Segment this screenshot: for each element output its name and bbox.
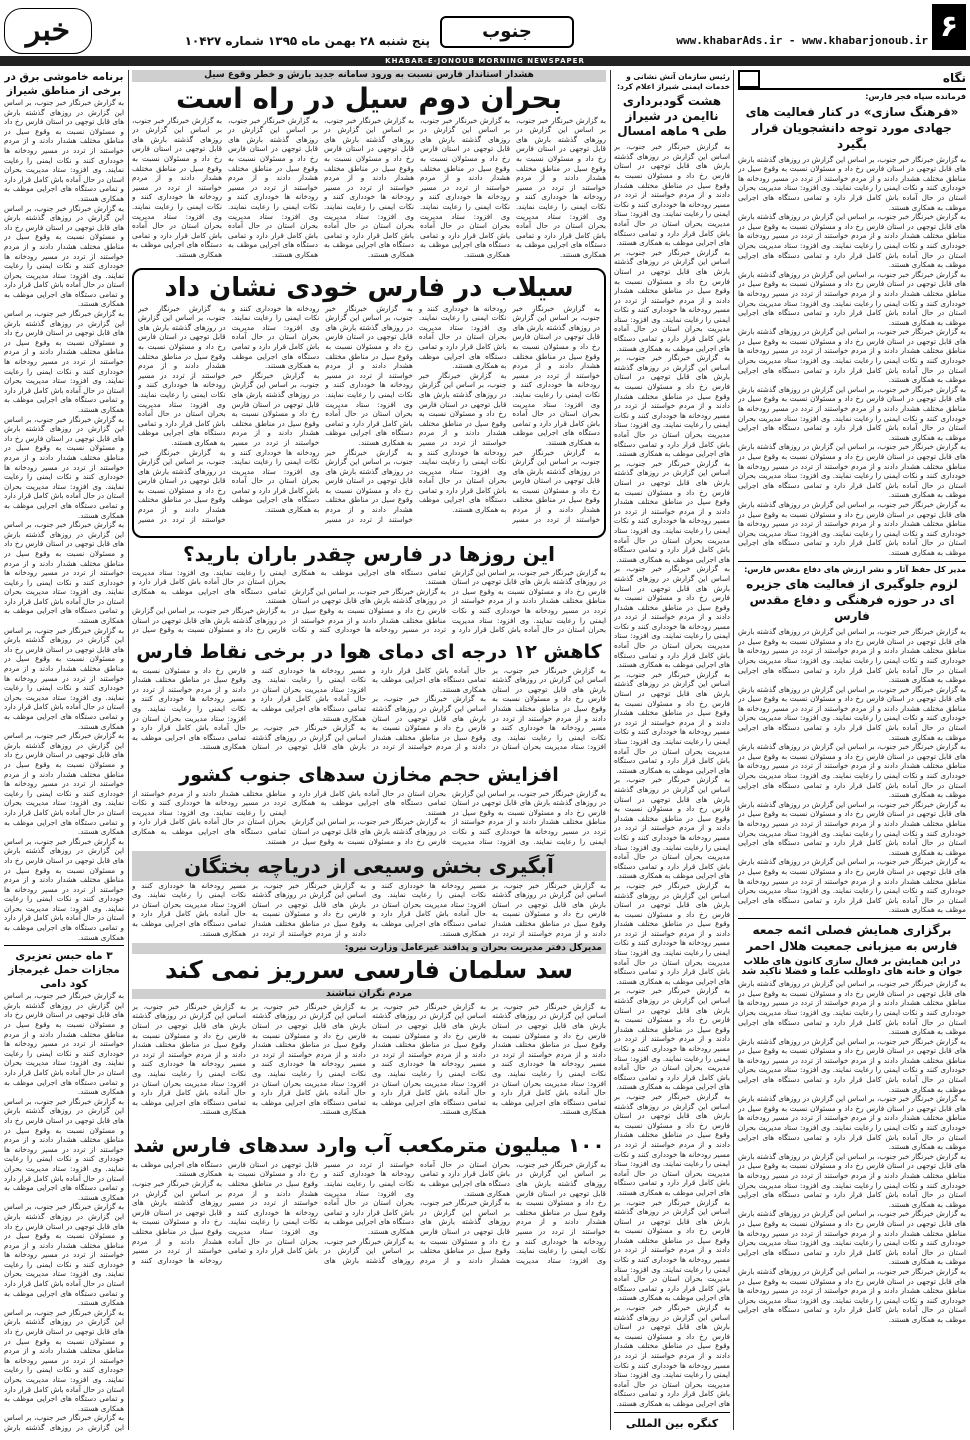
article-body: به گزارش خبرنگار خبر جنوب، بر اساس این گزارش در روزهای گذشته بارش های قابل توجهی در استان فارس رخ داد و مسئولان نسبت به وقوع سیل در مناطق مختلف هشدار دادند و از مردم خواستند از تردد در مسیر رودخانه ها خودداری کنند و نکات ایمنی را رعایت نمایند. وی افزود: ستاد مدیریت بحران استان در حال آماده باش کامل قرار دارد و تمامی دستگاه های اجرایی موظف به همکاری هستند. [132, 788, 446, 846]
article-body: به گزارش خبرنگار خبر جنوب، بر اساس این گزارش در روزهای گذشته بارش های قابل توجهی در استان فارس رخ داد و مسئولان نسبت به وقوع سیل در مناطق مختلف هشدار دادند و از مردم خواستند از تردد در مسیر رودخانه ها خودداری کنند و نکات ایمنی را رعایت نمایند. وی افزود: ستاد مدیریت بحران استان در حال آماده باش کامل قرار دارد و تمامی دستگاه های اجرایی موظف به همکاری هستند. [738, 442, 966, 500]
article-body: به گزارش خبرنگار خبر جنوب، بر اساس این گزارش در روزهای گذشته بارش های قابل توجهی در استان فارس رخ داد و مسئولان نسبت به وقوع سیل در مناطق مختلف هشدار دادند و از مردم خواستند از تردد در مسیر رودخانه ها خودداری کنند و نکات ایمنی را رعایت نمایند. وی افزود: ستاد مدیریت بحران استان در حال آماده باش کامل قرار دارد و تمامی دستگاه های اجرایی موظف به همکاری هستند. [292, 788, 606, 846]
article-body: به گزارش خبرنگار خبر جنوب، بر اساس این گزارش در روزهای گذشته بارش های قابل توجهی در استان فارس رخ داد و مسئولان نسبت به وقوع سیل در مناطق مختلف هشدار دادند و از مردم خواستند از تردد در مسیر رودخانه ها خودداری کنند و نکات ایمنی را رعایت نمایند. وی افزود: ستاد مدیریت بحران استان در حال آماده باش کامل قرار دارد و تمامی دستگاه های اجرایی موظف به همکاری هستند. [325, 303, 413, 447]
article-body: به گزارش خبرنگار خبر جنوب، بر اساس این گزارش در روزهای گذشته بارش های قابل توجهی در استان فارس رخ داد و مسئولان نسبت به وقوع سیل در مناطق مختلف هشدار دادند و از مردم خواستند از تردد در مسیر رودخانه ها خودداری کنند و نکات ایمنی را رعایت نمایند. وی افزود: ستاد مدیریت بحران استان در حال آماده باش کامل قرار دارد و تمامی دستگاه های اجرایی موظف به همکاری هستند. [738, 627, 966, 685]
article-title: هشت گودبرداری ناایمن در شیراز طی ۹ ماهه امسال [617, 94, 727, 139]
newspaper-logo [4, 8, 92, 54]
article-body: به گزارش خبرنگار خبر جنوب، بر اساس این گزارش در روزهای گذشته بارش های قابل توجهی در استان فارس رخ داد و مسئولان نسبت به وقوع سیل در مناطق مختلف هشدار دادند و از مردم خواستند از تردد در مسیر رودخانه ها خودداری کنند و نکات ایمنی را رعایت نمایند. وی افزود: ستاد مدیریت بحران استان در حال آماده باش کامل قرار دارد و تمامی دستگاه های اجرایی موظف به همکاری هستند. [132, 1159, 414, 1265]
second-column [614, 70, 730, 1432]
article-body: به گزارش خبرنگار خبر جنوب، بر اساس این گزارش در روزهای گذشته بارش های قابل توجهی در استان فارس رخ داد و مسئولان نسبت به وقوع سیل در مناطق مختلف هشدار دادند و از مردم خواستند از تردد در مسیر رودخانه ها خودداری کنند و نکات ایمنی را رعایت نمایند. وی افزود: ستاد مدیریت بحران استان در حال آماده باش کامل قرار دارد و تمامی دستگاه های اجرایی موظف به همکاری هستند. [4, 414, 124, 520]
article-body-block [132, 1002, 606, 1130]
article-body: به گزارش خبرنگار خبر جنوب، بر اساس این گزارش در روزهای گذشته بارش های قابل توجهی در استان فارس رخ داد و مسئولان نسبت به وقوع سیل در مناطق مختلف هشدار دادند و از مردم خواستند از تردد در مسیر رودخانه ها خودداری کنند و نکات ایمنی را رعایت نمایند. وی افزود: ستاد مدیریت بحران استان در حال آماده باش کامل قرار دارد و تمامی دستگاه های اجرایی موظف به همکاری هستند. [492, 1001, 606, 1117]
article-body: به گزارش خبرنگار خبر جنوب، بر اساس این گزارش در روزهای گذشته بارش های قابل توجهی در استان فارس رخ داد و مسئولان نسبت به وقوع سیل در مناطق مختلف هشدار دادند و از مردم خواستند از تردد در مسیر رودخانه ها خودداری کنند و نکات ایمنی را رعایت نمایند. وی افزود: ستاد مدیریت بحران استان در حال آماده باش کامل قرار دارد و تمامی دستگاه های اجرایی موظف به همکاری هستند. [738, 857, 966, 915]
article-kicker: فرمانده سپاه فجر فارس: [865, 92, 966, 101]
article-body: به گزارش خبرنگار خبر جنوب، بر اساس این گزارش در روزهای گذشته بارش های قابل توجهی در استان فارس رخ داد و مسئولان نسبت به وقوع سیل در مناطق مختلف هشدار دادند و از مردم خواستند از تردد در مسیر رودخانه ها خودداری کنند و نکات ایمنی را رعایت نمایند. وی افزود: ستاد مدیریت بحران استان در حال آماده باش کامل قرار دارد و تمامی دستگاه های اجرایی موظف به همکاری هستند. [738, 1094, 966, 1152]
article-body: به گزارش خبرنگار خبر جنوب، بر اساس این گزارش در روزهای گذشته بارش های قابل توجهی در استان فارس رخ داد و مسئولان نسبت به وقوع سیل در مناطق مختلف هشدار دادند و از مردم خواستند از تردد در مسیر رودخانه ها خودداری کنند و نکات ایمنی را رعایت نمایند. وی افزود: ستاد مدیریت بحران استان در حال آماده باش کامل قرار دارد و تمامی دستگاه های اجرایی موظف به همکاری هستند. [516, 115, 606, 259]
article-body: به گزارش خبرنگار خبر جنوب، بر اساس این گزارش در روزهای گذشته بارش های قابل توجهی در استان فارس رخ داد و مسئولان نسبت به وقوع سیل در مناطق مختلف هشدار دادند و از مردم خواستند از تردد در مسیر رودخانه ها خودداری کنند و نکات ایمنی را رعایت نمایند. وی افزود: ستاد مدیریت بحران استان در حال آماده باش کامل قرار دارد و تمامی دستگاه های اجرایی موظف به همکاری هستند. [512, 303, 600, 447]
article-body: به گزارش خبرنگار خبر جنوب، بر اساس این گزارش در روزهای گذشته بارش های قابل توجهی در استان فارس رخ داد و مسئولان نسبت به وقوع سیل در مناطق مختلف هشدار دادند و از مردم خواستند از تردد در مسیر رودخانه ها خودداری کنند و نکات ایمنی را رعایت نمایند. وی افزود: ستاد مدیریت بحران استان در حال آماده باش کامل قرار دارد و تمامی دستگاه های اجرایی موظف به همکاری هستند. [132, 115, 222, 259]
article-body: به گزارش خبرنگار خبر جنوب، بر اساس این گزارش در روزهای گذشته بارش های قابل توجهی در استان فارس رخ داد و مسئولان نسبت به وقوع سیل در مناطق مختلف هشدار دادند و از مردم خواستند از تردد در مسیر رودخانه ها خودداری کنند و نکات ایمنی را رعایت نمایند. وی افزود: ستاد مدیریت بحران استان در حال آماده باش کامل قرار دارد و تمامی دستگاه های اجرایی موظف به همکاری هستند. [252, 1001, 366, 1117]
article-body-block [132, 568, 606, 638]
article-body: به گزارش خبرنگار خبر جنوب، بر اساس این گزارش در روزهای گذشته بارش های قابل توجهی در استان فارس رخ داد و مسئولان نسبت به وقوع سیل در مناطق مختلف هشدار دادند و از مردم خواستند از تردد در مسیر رودخانه ها خودداری کنند و نکات ایمنی را رعایت نمایند. وی افزود: ستاد مدیریت بحران استان در حال آماده باش کامل قرار دارد و تمامی دستگاه های اجرایی موظف به همکاری هستند. [738, 1266, 966, 1324]
flood-box [132, 268, 606, 538]
article-body: به گزارش خبرنگار خبر جنوب، بر اساس این گزارش در روزهای گذشته بارش های قابل توجهی در استان فارس رخ داد و مسئولان نسبت به وقوع سیل در مناطق مختلف هشدار دادند و از مردم خواستند از تردد در مسیر رودخانه ها خودداری کنند و نکات ایمنی را رعایت نمایند. وی افزود: ستاد مدیریت بحران استان در حال آماده باش کامل قرار دارد و تمامی دستگاه های اجرایی موظف به همکاری هستند. [420, 1159, 606, 1265]
article-body: به گزارش خبرنگار خبر جنوب، بر اساس این گزارش در روزهای گذشته بارش های قابل توجهی در استان فارس رخ داد و مسئولان نسبت به وقوع سیل در مناطق مختلف هشدار دادند و از مردم خواستند از تردد در مسیر رودخانه ها خودداری کنند و نکات ایمنی را رعایت نمایند. وی افزود: ستاد مدیریت بحران استان در حال آماده باش کامل قرار دارد و تمامی دستگاه های اجرایی موظف به همکاری هستند. [614, 1197, 730, 1303]
article-body: به گزارش خبرنگار خبر جنوب، بر اساس این گزارش در روزهای گذشته بارش های قابل توجهی در استان فارس رخ داد و مسئولان نسبت به وقوع سیل در مناطق مختلف هشدار دادند و از مردم خواستند از تردد در مسیر رودخانه ها خودداری کنند و نکات ایمنی را رعایت نمایند. وی افزود: ستاد مدیریت بحران استان در حال آماده باش کامل قرار دارد و تمامی دستگاه های اجرایی موظف به همکاری هستند. [738, 212, 966, 270]
article-title: کنگره بین المللی [625, 1416, 719, 1430]
article-title: افزایش حجم مخازن سدهای جنوب کشور [179, 763, 559, 786]
article-body: به گزارش خبرنگار خبر جنوب، بر اساس این گزارش در روزهای گذشته بارش های قابل توجهی در استان فارس رخ داد و مسئولان نسبت به وقوع سیل در مناطق مختلف هشدار دادند و از مردم خواستند از تردد در مسیر رودخانه ها خودداری کنند و نکات ایمنی را رعایت نمایند. وی افزود: ستاد مدیریت بحران استان در حال آماده باش کامل قرار دارد و تمامی دستگاه های اجرایی موظف به همکاری هستند. [4, 1096, 124, 1202]
article-title: کاهش ۱۲ درجه ای دمای هوا در برخی نقاط فارس [136, 640, 602, 663]
article-title: سد سلمان فارسی سرریز نمی کند [165, 956, 573, 985]
article-body: به گزارش خبرنگار خبر جنوب، بر اساس این گزارش در روزهای گذشته بارش های قابل توجهی در استان فارس رخ داد و مسئولان نسبت به وقوع سیل در مناطق مختلف هشدار دادند و از مردم خواستند از تردد در مسیر رودخانه ها خودداری کنند و نکات ایمنی را رعایت نمایند. وی افزود: ستاد مدیریت بحران استان در حال آماده باش کامل قرار دارد و تمامی دستگاه های اجرایی موظف به همکاری هستند. [738, 742, 966, 800]
article-body-block [132, 789, 606, 849]
left-column [4, 70, 124, 1432]
article-body: به گزارش خبرنگار خبر جنوب، بر اساس این گزارش در روزهای گذشته بارش های قابل توجهی در استان فارس رخ داد و مسئولان نسبت به وقوع سیل در مناطق مختلف هشدار دادند و از مردم خواستند از تردد در مسیر رودخانه ها خودداری کنند و نکات ایمنی را رعایت نمایند. وی افزود: ستاد مدیریت بحران استان در حال آماده باش کامل قرار دارد و تمامی دستگاه های اجرایی موظف به همکاری هستند. [614, 775, 730, 881]
article-body: به گزارش خبرنگار خبر جنوب، بر اساس این گزارش در روزهای گذشته بارش های قابل توجهی در استان فارس رخ داد و مسئولان نسبت به وقوع سیل در مناطق مختلف هشدار دادند و از مردم خواستند از تردد در مسیر رودخانه ها خودداری کنند و نکات ایمنی را رعایت نمایند. وی افزود: ستاد مدیریت بحران استان در حال آماده باش کامل قرار دارد و تمامی دستگاه های اجرایی موظف به همکاری هستند. [420, 115, 510, 259]
article-title: سیلاب در فارس خودی نشان داد [164, 272, 574, 303]
main-headline: بحران دوم سیل در راه است [175, 81, 563, 115]
article-title: این روزها در فارس چقدر باران بارید؟ [182, 541, 555, 566]
article-body: به گزارش خبرنگار خبر جنوب، بر اساس این گزارش در روزهای گذشته بارش های قابل توجهی در استان فارس رخ داد و مسئولان نسبت به وقوع سیل در مناطق مختلف هشدار دادند و از مردم خواستند از تردد در مسیر رودخانه ها خودداری کنند و نکات ایمنی را رعایت نمایند. وی افزود: ستاد مدیریت بحران استان در حال آماده باش کامل قرار دارد و تمامی دستگاه های اجرایی موظف به همکاری هستند. [614, 669, 730, 775]
page-number: ۶ [932, 4, 966, 50]
article-title: ۳ ماه حبس تعزیری مجازات حمل غیرمجاز کود دامی [8, 950, 120, 991]
article-body: به گزارش خبرنگار خبر جنوب، بر اساس این گزارش در روزهای گذشته بارش های قابل توجهی در استان فارس رخ داد و مسئولان نسبت به وقوع سیل در مناطق مختلف هشدار دادند و از مردم خواستند از تردد در مسیر [138, 447, 226, 524]
article-subtitle: مردم نگران نباشند [132, 989, 606, 999]
article-body: به گزارش خبرنگار خبر جنوب، بر اساس این گزارش در روزهای گذشته بارش های قابل توجهی در استان فارس رخ داد و مسئولان نسبت به وقوع سیل در مناطق مختلف هشدار دادند و از مردم خواستند از تردد در مسیر رودخانه ها خودداری کنند و [132, 1178, 222, 1265]
window-icon [738, 70, 760, 88]
article-body: به گزارش خبرنگار خبر جنوب، بر اساس این گزارش در روزهای گذشته بارش های قابل توجهی در استان فارس رخ داد و مسئولان نسبت به وقوع سیل در مناطق مختلف هشدار دادند و از مردم خواستند از تردد در مسیر رودخانه ها خودداری کنند و نکات ایمنی را رعایت نمایند. وی افزود: ستاد مدیریت بحران استان در حال آماده باش کامل قرار دارد و تمامی دستگاه های اجرایی موظف به همکاری هستند. [372, 880, 606, 938]
article-body: به گزارش خبرنگار خبر جنوب، بر اساس این گزارش در روزهای گذشته بارش های قابل توجهی در استان فارس رخ داد و مسئولان نسبت به وقوع سیل در مناطق مختلف هشدار دادند و از مردم خواستند از تردد در مسیر رودخانه ها خودداری کنند و نکات ایمنی را رعایت نمایند. وی افزود: ستاد مدیریت بحران استان در حال آماده باش کامل قرار دارد و تمامی دستگاه های اجرایی موظف به همکاری هستند. [738, 1209, 966, 1267]
article-title: «فرهنگ سازی» در کنار فعالیت های جهادی مورد توجه دانشجویان قرار بگیرد [745, 104, 959, 151]
article-body-block [138, 304, 600, 534]
article-body: به گزارش خبرنگار خبر جنوب، بر اساس این گزارش در روزهای گذشته بارش های قابل توجهی در استان فارس رخ داد و مسئولان نسبت به وقوع سیل در مناطق مختلف هشدار دادند و از مردم خواستند از تردد در مسیر رودخانه ها خودداری کنند و نکات ایمنی را رعایت نمایند. وی افزود: ستاد مدیریت بحران استان در حال آماده باش کامل قرار دارد و تمامی دستگاه های اجرایی موظف به همکاری هستند. [738, 1151, 966, 1209]
website-urls: www.khabarAds.ir - www.khabarjonoub.ir [676, 34, 928, 47]
article-body: به گزارش خبرنگار خبر جنوب، بر اساس این گزارش در روزهای گذشته بارش های قابل توجهی در استان فارس رخ داد و مسئولان نسبت به وقوع سیل در مناطق مختلف هشدار دادند و از مردم خواستند از تردد در مسیر رودخانه ها خودداری کنند و نکات ایمنی را رعایت نمایند. وی افزود: ستاد مدیریت بحران استان در حال آماده باش کامل قرار دارد و تمامی دستگاه های اجرایی موظف به همکاری هستند. [4, 836, 124, 942]
article-body: به گزارش خبرنگار خبر جنوب، بر اساس این گزارش در روزهای گذشته بارش های قابل توجهی در استان فارس رخ داد و مسئولان نسبت به وقوع سیل در مناطق مختلف هشدار دادند و از مردم خواستند از تردد در مسیر رودخانه ها خودداری کنند و نکات ایمنی را رعایت نمایند. وی افزود: ستاد مدیریت بحران استان در حال آماده باش کامل قرار دارد و تمامی دستگاه های اجرایی موظف به همکاری هستند. [132, 665, 366, 752]
page-header [0, 0, 970, 56]
issue-dateline: پنج شنبه ۲۸ بهمن ماه ۱۳۹۵ شماره ۱۰۴۲۷ [184, 34, 430, 48]
negah-label: نگاه [942, 71, 966, 86]
article-kicker: رئیس سازمان آتش نشانی و خدمات ایمنی شیراز اعلام کرد: [617, 72, 730, 91]
section-title: جنوب [440, 16, 574, 48]
article-body: به گزارش خبرنگار خبر جنوب، بر اساس این گزارش در روزهای گذشته بارش های قابل توجهی در استان فارس رخ داد و مسئولان نسبت به وقوع سیل در مناطق مختلف هشدار دادند و از مردم خواستند از تردد در مسیر رودخانه ها خودداری کنند و نکات ایمنی را رعایت نمایند. وی افزود: ستاد مدیریت بحران استان در حال آماده باش کامل قرار دارد و تمامی دستگاه های اجرایی موظف به همکاری هستند. [614, 353, 730, 459]
article-body: به گزارش خبرنگار خبر جنوب، بر اساس این گزارش در روزهای گذشته بارش های قابل توجهی در استان فارس رخ داد و مسئولان نسبت به وقوع سیل در مناطق مختلف هشدار دادند و از مردم خواستند از تردد در مسیر رودخانه ها خودداری کنند و نکات ایمنی را رعایت نمایند. وی افزود: ستاد مدیریت بحران استان در حال آماده باش کامل قرار دارد و تمامی دستگاه های اجرایی موظف به همکاری هستند. [4, 309, 124, 414]
article-body: به گزارش خبرنگار خبر جنوب، بر اساس این گزارش در روزهای گذشته بارش های قابل توجهی در استان فارس رخ داد و مسئولان نسبت به وقوع سیل در مناطق مختلف هشدار دادند و از مردم خواستند از تردد در مسیر رودخانه ها خودداری کنند و نکات ایمنی را رعایت نمایند. وی افزود: ستاد مدیریت بحران استان در حال آماده باش کامل قرار دارد و تمامی دستگاه های اجرایی موظف به همکاری هستند. [252, 665, 486, 752]
article-body: به گزارش خبرنگار خبر جنوب، بر اساس این گزارش در روزهای گذشته بارش های قابل توجهی در استان فارس رخ داد و مسئولان نسبت به وقوع سیل در مناطق مختلف هشدار دادند و از مردم خواستند از تردد در مسیر رودخانه ها خودداری کنند و نکات ایمنی را رعایت نمایند. وی افزود: ستاد مدیریت بحران استان در حال آماده باش کامل قرار دارد و تمامی دستگاه های اجرایی موظف به همکاری هستند. [4, 1307, 124, 1413]
article-body: به گزارش خبرنگار خبر جنوب، بر اساس این گزارش در روزهای گذشته بارش های قابل توجهی در استان فارس رخ داد و مسئولان نسبت به وقوع سیل در مناطق مختلف هشدار دادند و از مردم خواستند از تردد در مسیر رودخانه ها خودداری کنند و نکات ایمنی را رعایت نمایند. وی افزود: ستاد مدیریت بحران استان در حال آماده باش کامل قرار دارد و تمامی دستگاه های اجرایی موظف به همکاری هستند. [738, 269, 966, 327]
article-body: به گزارش خبرنگار خبر جنوب، بر اساس این گزارش در روزهای گذشته بارش های قابل توجهی در استان فارس رخ داد و مسئولان نسبت به وقوع سیل در مناطق مختلف هشدار دادند و از مردم خواستند از تردد در مسیر رودخانه ها خودداری کنند و نکات ایمنی را رعایت نمایند. وی افزود: ستاد مدیریت بحران استان در حال آماده باش کامل قرار دارد و تمامی دستگاه های اجرایی موظف به همکاری هستند. [614, 458, 730, 564]
right-column [738, 70, 966, 1432]
article-body: به گزارش خبرنگار خبر جنوب، بر اساس این گزارش در روزهای گذشته بارش های قابل توجهی در استان فارس رخ داد و مسئولان نسبت به وقوع سیل در مناطق مختلف هشدار دادند و از مردم خواستند از تردد در مسیر رودخانه ها خودداری کنند و نکات ایمنی را رعایت نمایند. وی افزود: ستاد مدیریت بحران استان در حال آماده باش کامل قرار دارد و تمامی دستگاه های اجرایی موظف به همکاری هستند. [292, 567, 606, 635]
article-body: به گزارش خبرنگار خبر جنوب، بر اساس این گزارش در روزهای گذشته بارش های قابل توجهی در استان فارس رخ داد و مسئولان نسبت به وقوع سیل در مناطق مختلف هشدار دادند و از مردم خواستند از تردد در مسیر رودخانه ها خودداری کنند و نکات ایمنی را رعایت نمایند. وی افزود: ستاد مدیریت بحران استان در حال آماده باش کامل قرار دارد و تمامی دستگاه های اجرایی موظف به همکاری هستند. [614, 564, 730, 670]
article-title: برنامه خاموشی برق در برخی از مناطق شیراز [4, 71, 124, 97]
article-body: به گزارش خبرنگار خبر جنوب، بر اساس این گزارش در روزهای گذشته بارش های قابل توجهی در استان فارس رخ داد و مسئولان نسبت به وقوع سیل در مناطق مختلف هشدار دادند و از مردم خواستند از تردد در مسیر رودخانه ها خودداری کنند و نکات ایمنی را رعایت نمایند. وی افزود: ستاد مدیریت بحران استان در حال آماده باش کامل قرار دارد و تمامی دستگاه های اجرایی موظف به همکاری هستند. [138, 303, 226, 447]
article-body: به گزارش خبرنگار خبر جنوب، بر اساس این گزارش در روزهای گذشته بارش [4, 1413, 124, 1432]
article-body: به گزارش خبرنگار خبر جنوب، بر اساس این گزارش در روزهای گذشته بارش های قابل توجهی در استان فارس رخ داد و مسئولان نسبت به وقوع سیل در مناطق مختلف هشدار دادند و از مردم خواستند از تردد در مسیر رودخانه ها خودداری کنند و نکات ایمنی را رعایت نمایند. وی افزود: ستاد مدیریت بحران استان در حال آماده باش کامل قرار دارد و تمامی دستگاه های اجرایی موظف به همکاری هستند. [231, 370, 320, 515]
article-body-block [132, 666, 606, 761]
article-title: آبگیری بخش وسیعی از دریاچه بختگان [132, 851, 606, 881]
article-body: به گزارش خبرنگار خبر جنوب، بر اساس این گزارش در روزهای گذشته بارش های قابل توجهی در استان فارس رخ داد و مسئولان نسبت به وقوع سیل در مناطق مختلف هشدار دادند و از مردم خواستند از تردد در مسیر رودخانه ها خودداری کنند و نکات ایمنی را رعایت نمایند. وی افزود: ستاد مدیریت بحران استان در حال آماده باش کامل قرار دارد و تمامی دستگاه های اجرایی موظف به همکاری هستند. [4, 625, 124, 731]
article-body: به گزارش خبرنگار خبر جنوب، بر اساس این گزارش در روزهای گذشته بارش های قابل توجهی در استان فارس رخ داد و مسئولان نسبت به وقوع سیل در مناطق مختلف هشدار دادند و از مردم خواستند از تردد در مسیر رودخانه ها خودداری کنند و نکات ایمنی را رعایت نمایند. وی افزود: ستاد مدیریت بحران استان در حال آماده باش کامل قرار دارد و تمامی دستگاه های اجرایی موظف به همکاری هستند. [228, 115, 318, 259]
logo-text: خبر [25, 13, 71, 48]
article-body: به گزارش خبرنگار خبر جنوب، بر اساس این گزارش در روزهای گذشته بارش های قابل توجهی در استان فارس رخ داد و مسئولان نسبت به وقوع سیل در مناطق مختلف هشدار دادند و از مردم خواستند از تردد در مسیر رودخانه ها خودداری کنند و نکات ایمنی را رعایت نمایند. وی افزود: ستاد مدیریت بحران استان در حال آماده باش کامل قرار دارد و تمامی دستگاه های اجرایی موظف به همکاری هستند. [418, 303, 600, 524]
article-body: به گزارش خبرنگار خبر جنوب، بر اساس این گزارش در روزهای گذشته بارش های قابل توجهی در استان فارس رخ داد و مسئولان نسبت به وقوع سیل در مناطق مختلف هشدار دادند و از مردم خواستند از تردد در مسیر رودخانه ها خودداری کنند و نکات ایمنی را رعایت نمایند. وی افزود: ستاد مدیریت بحران استان در حال آماده باش کامل قرار دارد و تمامی دستگاه های اجرایی موظف به همکاری هستند. [614, 142, 730, 248]
article-body: به گزارش خبرنگار خبر جنوب، بر اساس این گزارش در روزهای گذشته بارش های قابل توجهی در استان فارس رخ داد و مسئولان نسبت به وقوع سیل در مناطق مختلف هشدار دادند و از مردم خواستند از تردد در مسیر رودخانه ها خودداری کنند و نکات ایمنی را رعایت نمایند. وی افزود: ستاد مدیریت بحران استان در حال آماده باش کامل قرار دارد و تمامی دستگاه های اجرایی موظف به همکاری هستند. [4, 98, 124, 203]
article-body: به گزارش خبرنگار خبر جنوب، بر اساس این گزارش در روزهای گذشته بارش های قابل توجهی در استان فارس رخ داد و مسئولان نسبت به وقوع سیل در مناطق مختلف هشدار دادند و از مردم خواستند از تردد در مسیر رودخانه ها خودداری کنند و نکات ایمنی را رعایت نمایند. وی افزود: ستاد مدیریت بحران استان در حال آماده باش کامل قرار دارد و تمامی دستگاه های اجرایی موظف به همکاری هستند. [614, 247, 730, 353]
article-body: به گزارش خبرنگار خبر جنوب، بر اساس این گزارش در روزهای گذشته بارش های قابل توجهی در استان فارس رخ داد و مسئولان نسبت به وقوع سیل در مناطق مختلف هشدار دادند و از مردم خواستند از تردد در مسیر رودخانه ها خودداری کنند و نکات ایمنی را رعایت نمایند. وی افزود: ستاد مدیریت بحران استان در حال آماده باش کامل قرار دارد و تمامی دستگاه های اجرایی موظف به همکاری هستند. [324, 115, 414, 259]
article-body: به گزارش خبرنگار خبر جنوب، بر اساس این گزارش در روزهای گذشته بارش های قابل توجهی در استان فارس رخ داد و مسئولان نسبت به وقوع سیل در [132, 605, 286, 635]
article-subtitle: در این همایش بر فعال سازی کانون های طلاب جوان و خانه های داوطلب علما و فضلا تاکید شد [741, 955, 963, 977]
article-kicker: مدیر کل حفظ آثار و نشر ارزش های دفاع مقدس فارس: [744, 564, 966, 574]
article-body: به گزارش خبرنگار خبر جنوب، بر اساس این گزارش در روزهای گذشته بارش های قابل توجهی در استان فارس رخ داد و مسئولان نسبت به وقوع سیل در مناطق مختلف هشدار دادند و از مردم خواستند از تردد در مسیر رودخانه ها خودداری کنند و نکات ایمنی را رعایت نمایند. وی افزود: ستاد مدیریت بحران استان در حال آماده باش کامل قرار دارد و تمامی دستگاه های اجرایی موظف به همکاری هستند. [231, 303, 413, 524]
article-body: به گزارش خبرنگار خبر جنوب، بر اساس این گزارش در روزهای گذشته بارش های قابل توجهی در استان فارس رخ داد و مسئولان نسبت به وقوع سیل در مناطق مختلف هشدار دادند و از مردم خواستند از تردد در مسیر رودخانه ها خودداری کنند و نکات ایمنی را رعایت نمایند. وی افزود: ستاد مدیریت بحران استان در حال آماده باش کامل قرار دارد و تمامی دستگاه های اجرایی موظف به همکاری هستند. [324, 1159, 510, 1265]
article-body: به گزارش خبرنگار خبر جنوب، بر اساس این گزارش در روزهای گذشته بارش های قابل توجهی در استان فارس رخ داد و مسئولان نسبت به وقوع سیل در مناطق مختلف هشدار دادند و از مردم خواستند از تردد در مسیر رودخانه ها خودداری کنند و نکات ایمنی را رعایت نمایند. وی افزود: ستاد مدیریت بحران استان در حال آماده باش کامل قرار دارد و تمامی دستگاه های اجرایی موظف به همکاری هستند. [418, 370, 507, 515]
article-body: به گزارش خبرنگار خبر جنوب، بر اساس این گزارش در روزهای گذشته بارش های قابل توجهی در استان فارس رخ داد و مسئولان نسبت به وقوع سیل در مناطق مختلف هشدار دادند و از مردم خواستند از تردد در مسیر رودخانه ها خودداری کنند و نکات ایمنی را رعایت نمایند. وی افزود: ستاد مدیریت بحران استان در حال آماده باش کامل قرار دارد و تمامی دستگاه های اجرایی موظف به همکاری هستند. [738, 384, 966, 442]
article-body: به گزارش خبرنگار خبر جنوب، بر اساس این گزارش در روزهای گذشته بارش های قابل توجهی در استان فارس رخ داد و مسئولان نسبت به وقوع سیل در مناطق مختلف هشدار دادند و از مردم خواستند از تردد در مسیر رودخانه ها خودداری کنند و نکات ایمنی را رعایت نمایند. وی افزود: ستاد مدیریت بحران استان در حال آماده باش کامل قرار دارد و تمامی دستگاه های اجرایی موظف به همکاری هستند. [372, 665, 606, 752]
article-title: لزوم جلوگیری از فعالیت های جزیره ای در حوزه فرهنگی و دفاع مقدس فارس [746, 577, 958, 624]
article-body: به گزارش خبرنگار خبر جنوب، بر اساس این گزارش در روزهای گذشته بارش های قابل توجهی در استان فارس رخ داد و مسئولان نسبت به وقوع سیل در مناطق مختلف هشدار دادند و از مردم خواستند از تردد در مسیر رودخانه ها خودداری کنند و نکات ایمنی را رعایت نمایند. وی افزود: ستاد مدیریت بحران استان در حال آماده باش کامل قرار دارد و تمامی دستگاه های اجرایی موظف به همکاری هستند. [738, 799, 966, 857]
article-body: به گزارش خبرنگار خبر جنوب، بر اساس این گزارش در روزهای گذشته بارش های قابل توجهی در استان فارس رخ داد و مسئولان نسبت به وقوع سیل در مناطق مختلف هشدار دادند و از مردم خواستند از تردد در مسیر رودخانه ها خودداری کنند و نکات ایمنی را رعایت نمایند. وی افزود: ستاد مدیریت بحران استان در حال آماده باش کامل قرار دارد و تمامی دستگاه های اجرایی موظف به همکاری هستند. [132, 1001, 246, 1117]
article-body: به گزارش خبرنگار خبر جنوب، بر اساس این گزارش در روزهای گذشته بارش های قابل توجهی در استان فارس رخ داد و مسئولان نسبت به وقوع سیل در مناطق مختلف هشدار دادند و از مردم خواستند از تردد در مسیر رودخانه ها خودداری کنند و نکات ایمنی را رعایت نمایند. وی افزود: ستاد مدیریت بحران استان در حال آماده باش کامل قرار دارد و تمامی دستگاه های اجرایی موظف به همکاری هستند. [4, 731, 124, 837]
article-body: به گزارش خبرنگار خبر جنوب، بر اساس این گزارش در روزهای گذشته بارش های قابل توجهی در استان فارس رخ داد و مسئولان نسبت به وقوع سیل در مناطق مختلف هشدار دادند و از مردم خواستند از تردد در مسیر رودخانه ها خودداری کنند و نکات ایمنی را رعایت نمایند. وی افزود: ستاد مدیریت بحران استان در حال آماده باش کامل قرار دارد و تمامی دستگاه های اجرایی موظف به همکاری هستند. [4, 1202, 124, 1308]
article-kicker: مدیرکل دفتر مدیریت بحران و پدافند غیرعامل وزارت نیرو: [132, 943, 606, 955]
article-body: به گزارش خبرنگار خبر جنوب، بر اساس این گزارش در روزهای گذشته بارش های قابل توجهی در استان فارس رخ داد و مسئولان نسبت به وقوع سیل در مناطق مختلف هشدار دادند و از مردم خواستند از تردد در مسیر رودخانه ها خودداری کنند و نکات ایمنی را رعایت نمایند. وی افزود: ستاد مدیریت بحران استان در حال آماده باش کامل قرار دارد و تمامی دستگاه های اجرایی موظف به همکاری هستند. [738, 1036, 966, 1094]
article-body: به گزارش خبرنگار خبر جنوب، بر اساس این گزارش در روزهای گذشته بارش های قابل توجهی در استان فارس رخ داد و مسئولان نسبت به وقوع سیل در مناطق مختلف هشدار دادند و از مردم خواستند از تردد در مسیر رودخانه ها خودداری کنند و نکات ایمنی را رعایت نمایند. وی افزود: ستاد مدیریت بحران استان در حال آماده باش کامل قرار دارد و تمامی دستگاه های اجرایی موظف به همکاری هستند. [614, 1091, 730, 1197]
article-body-block [132, 1160, 606, 1270]
article-body: به گزارش خبرنگار خبر جنوب، بر اساس این گزارش در روزهای گذشته بارش های قابل توجهی در استان فارس رخ داد و مسئولان نسبت به وقوع سیل در مناطق مختلف هشدار دادند و از مردم خواستند از تردد در مسیر رودخانه ها خودداری کنند و نکات ایمنی را رعایت نمایند. وی افزود: ستاد مدیریت بحران استان در حال آماده باش کامل قرار دارد و تمامی دستگاه های اجرایی موظف به همکاری هستند. [738, 979, 966, 1037]
article-body: به گزارش خبرنگار خبر جنوب، بر اساس این گزارش در روزهای گذشته بارش های قابل توجهی در استان فارس رخ داد و مسئولان نسبت به وقوع سیل در مناطق مختلف هشدار دادند و از مردم خواستند از تردد در مسیر رودخانه ها خودداری کنند و نکات ایمنی را رعایت نمایند. وی افزود: ستاد مدیریت بحران استان در حال آماده باش کامل قرار دارد و تمامی دستگاه های اجرایی موظف به همکاری هستند. [614, 986, 730, 1092]
article-body: به گزارش خبرنگار خبر جنوب، بر اساس این گزارش در روزهای گذشته بارش های قابل توجهی در استان فارس رخ داد و مسئولان نسبت به وقوع سیل در مناطق مختلف هشدار دادند و از مردم خواستند از تردد در مسیر رودخانه ها خودداری کنند و نکات ایمنی را رعایت نمایند. وی افزود: ستاد مدیریت بحران استان در حال آماده باش کامل قرار دارد و تمامی دستگاه های اجرایی موظف به همکاری هستند. [4, 520, 124, 626]
article-body: به گزارش خبرنگار خبر جنوب، بر اساس این گزارش در روزهای گذشته بارش های قابل توجهی در استان فارس رخ داد و مسئولان نسبت به وقوع سیل در مناطق مختلف هشدار دادند و از مردم خواستند از تردد در مسیر رودخانه ها خودداری کنند و نکات ایمنی را رعایت نمایند. وی افزود: ستاد مدیریت بحران استان در حال آماده باش کامل قرار دارد و تمامی دستگاه های اجرایی موظف به همکاری هستند. [4, 991, 124, 1097]
article-body: به گزارش خبرنگار خبر جنوب، بر اساس این گزارش در روزهای گذشته بارش های قابل توجهی در استان فارس رخ داد و مسئولان نسبت به وقوع سیل در مناطق مختلف هشدار دادند و از مردم خواستند از تردد در مسیر رودخانه ها خودداری کنند و نکات ایمنی را رعایت نمایند. وی افزود: ستاد مدیریت بحران استان در حال آماده باش کامل قرار دارد و تمامی دستگاه های اجرایی موظف به همکاری هستند. [738, 684, 966, 742]
article-title: برگزاری همایش فصلی ائمه جمعه فارس به میزبانی جمعیت هلال احمر [746, 922, 958, 953]
article-body: به گزارش خبرنگار خبر جنوب، بر اساس این گزارش در روزهای گذشته بارش های قابل توجهی در استان فارس رخ داد و مسئولان نسبت به وقوع سیل در مناطق مختلف هشدار دادند و از مردم خواستند از تردد در مسیر رودخانه ها خودداری کنند و نکات ایمنی را رعایت نمایند. وی افزود: ستاد مدیریت بحران استان در حال آماده باش کامل قرار دارد و تمامی دستگاه های اجرایی موظف به همکاری هستند. [738, 327, 966, 385]
article-body: به گزارش خبرنگار خبر جنوب، بر اساس این گزارش در روزهای گذشته بارش های قابل توجهی در استان فارس رخ داد و مسئولان نسبت به وقوع سیل در مناطق مختلف هشدار دادند و از مردم خواستند از تردد در مسیر رودخانه ها خودداری کنند و نکات ایمنی را رعایت نمایند. وی افزود: ستاد مدیریت بحران استان در حال آماده باش کامل قرار دارد و تمامی دستگاه های اجرایی موظف به همکاری هستند. [372, 1001, 486, 1117]
article-body: به گزارش خبرنگار خبر جنوب، بر اساس این گزارش در روزهای گذشته بارش های قابل توجهی در استان فارس رخ داد و مسئولان نسبت به وقوع سیل در مناطق مختلف هشدار دادند و از مردم خواستند از تردد در مسیر رودخانه ها خودداری کنند و نکات ایمنی را رعایت نمایند. وی افزود: ستاد مدیریت بحران استان در حال آماده باش کامل قرار دارد و تمامی دستگاه های اجرایی موظف به همکاری هستند. [614, 880, 730, 986]
article-body-block [132, 881, 606, 943]
article-body: به گزارش خبرنگار خبر جنوب، بر اساس این گزارش در روزهای گذشته بارش های قابل توجهی در استان فارس رخ داد و مسئولان نسبت به وقوع سیل در مناطق مختلف هشدار دادند و از مردم خواستند از تردد در مسیر رودخانه ها خودداری کنند و نکات ایمنی را رعایت نمایند. وی افزود: ستاد مدیریت بحران استان در حال آماده باش کامل قرار دارد و تمامی دستگاه های اجرایی موظف به همکاری هستند. [614, 1303, 730, 1408]
article-body: به گزارش خبرنگار خبر جنوب، بر اساس این گزارش در روزهای گذشته بارش های قابل توجهی در استان فارس رخ داد و مسئولان نسبت به وقوع سیل در مناطق مختلف هشدار دادند و از مردم خواستند از تردد در مسیر رودخانه ها خودداری کنند و نکات ایمنی را رعایت نمایند. وی افزود: ستاد مدیریت بحران استان در حال آماده باش کامل قرار دارد و تمامی دستگاه های اجرایی موظف به همکاری هستند. [132, 567, 446, 635]
article-title: ۱۰۰ میلیون مترمکعب آب وارد سدهای فارس شد [133, 1132, 605, 1157]
article-body: به گزارش خبرنگار خبر جنوب، بر اساس این گزارش در روزهای گذشته بارش های قابل توجهی در استان فارس رخ داد و مسئولان نسبت به وقوع سیل در مناطق مختلف هشدار دادند و از مردم خواستند از تردد در مسیر رودخانه ها خودداری کنند و نکات ایمنی را رعایت نمایند. وی افزود: ستاد مدیریت بحران استان در حال آماده باش کامل قرار دارد و تمامی دستگاه های اجرایی موظف به همکاری هستند. [4, 203, 124, 309]
article-body-block [132, 116, 606, 264]
article-body: به گزارش خبرنگار خبر جنوب، بر اساس این گزارش در روزهای گذشته بارش های قابل توجهی در استان فارس رخ داد و مسئولان نسبت به وقوع سیل در مناطق مختلف هشدار دادند و از مردم خواستند از تردد در مسیر رودخانه ها خودداری کنند و نکات ایمنی را رعایت نمایند. وی افزود: ستاد مدیریت بحران استان در حال آماده باش کامل قرار دارد و تمامی دستگاه های اجرایی موظف به همکاری هستند. [738, 154, 966, 212]
top-kicker: هشدار استاندار فارس نسبت به ورود سامانه جدید بارش و خطر وقوع سیل [132, 70, 606, 82]
main-column [132, 70, 606, 1432]
article-body: به گزارش خبرنگار خبر جنوب، بر اساس این گزارش در روزهای گذشته بارش های قابل توجهی در استان فارس رخ داد و مسئولان نسبت به وقوع سیل در مناطق مختلف هشدار دادند و از مردم خواستند از تردد در مسیر رودخانه ها خودداری کنند و نکات ایمنی را رعایت نمایند. وی افزود: ستاد مدیریت بحران استان در حال آماده باش کامل قرار دارد و تمامی دستگاه های اجرایی موظف به همکاری هستند. [132, 880, 366, 938]
masthead-band: KHABAR-E-JONOUB MORNING NEWSPAPER [0, 56, 970, 66]
article-body: به گزارش خبرنگار خبر جنوب، بر اساس این گزارش در روزهای گذشته بارش های قابل توجهی در استان فارس رخ داد و مسئولان نسبت به وقوع سیل در مناطق مختلف هشدار دادند و از مردم خواستند از تردد در مسیر رودخانه ها خودداری کنند و نکات ایمنی را رعایت نمایند. وی افزود: ستاد مدیریت بحران استان در حال آماده باش کامل قرار دارد و تمامی دستگاه های اجرایی موظف به همکاری هستند. [738, 499, 966, 557]
